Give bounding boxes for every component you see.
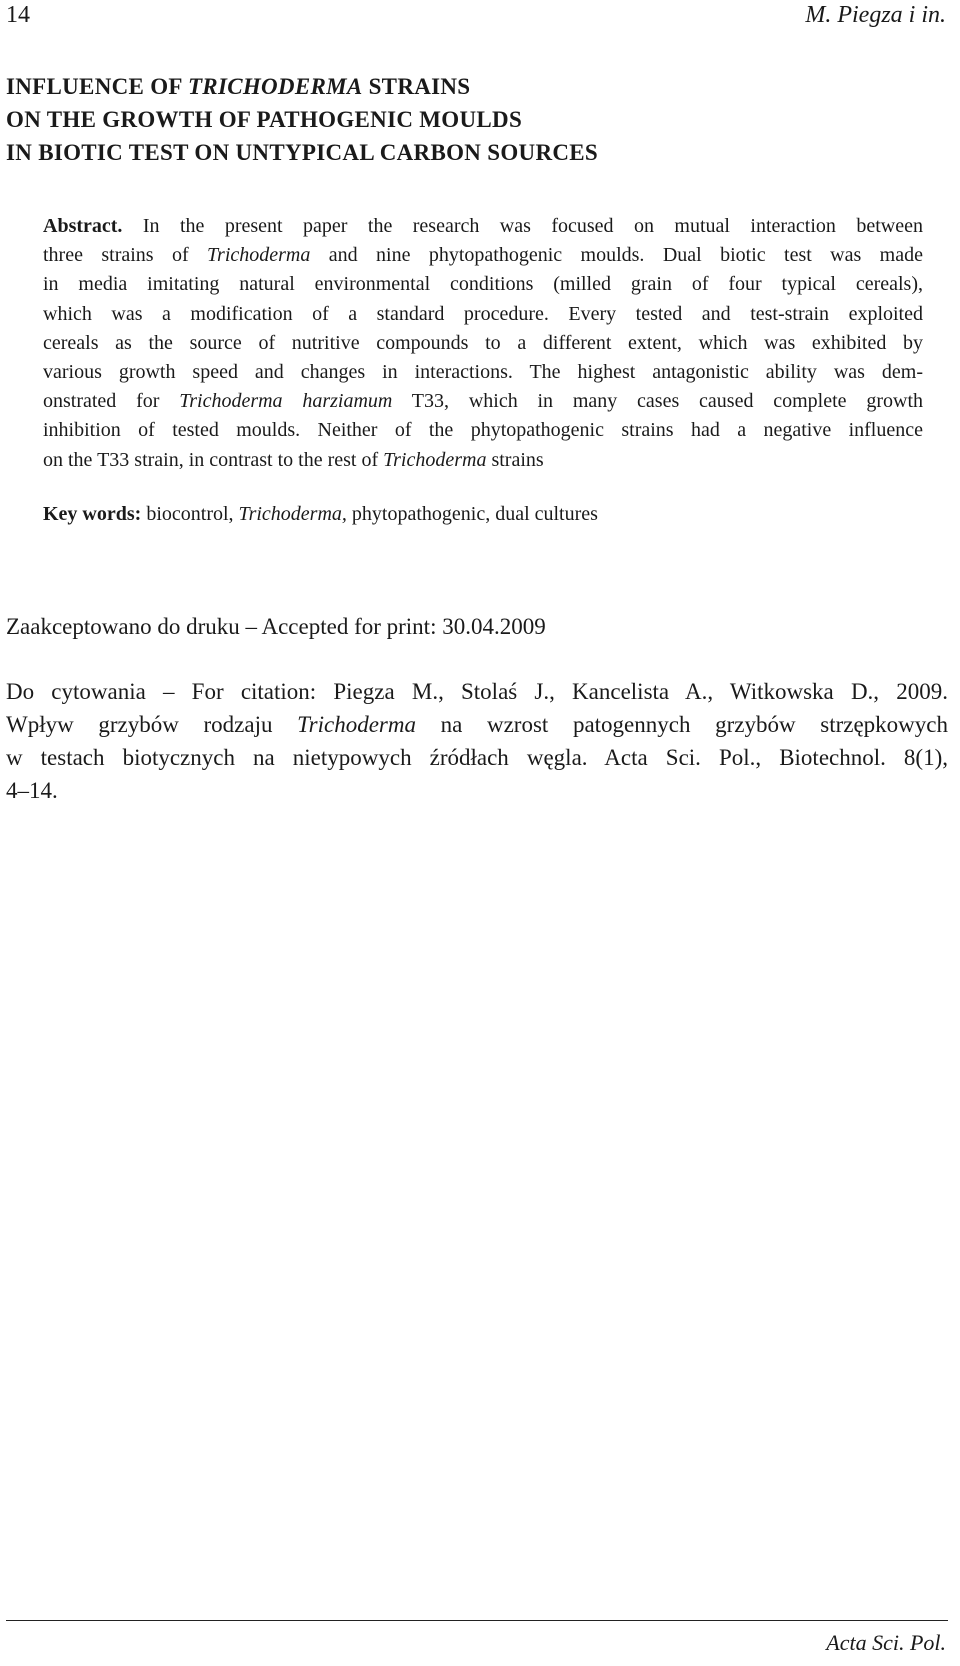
abstract-text: onstrated for — [43, 390, 180, 413]
keywords-text: phytopathogenic, dual cultures — [346, 503, 598, 525]
citation-text: na wzrost patogennych grzybów strzępkowych — [415, 712, 948, 737]
abstract-line: various growth speed and changes in interactions. The highest antagonistic ability was dem- — [43, 361, 923, 384]
abstract-species: Trichoderma harziamum — [179, 390, 393, 413]
title-line-2: ON THE GROWTH OF PATHOGENIC MOULDS — [6, 107, 523, 132]
title-line-1 — [6, 70, 946, 103]
abstract-text: T33, which in many cases caused complete growth — [392, 390, 923, 413]
citation-line: Do cytowania – For citation: Piegza M., Stolaś J., Kancelista A., Witkowska D., 2009. — [6, 679, 948, 704]
page-number: 14 — [6, 2, 30, 28]
footer-rule — [6, 1620, 948, 1621]
accepted-date: Zaakceptowano do druku – Accepted for print: 30.04.2009 — [6, 614, 546, 639]
title-line-3: IN BIOTIC TEST ON UNTYPICAL CARBON SOURCES — [6, 140, 599, 165]
abstract-line: cereals as the source of nutritive compounds to a different extent, which was exhibited by — [43, 331, 923, 354]
abstract-line — [43, 212, 923, 241]
citation-genus: Trichoderma — [297, 712, 416, 737]
abstract-text: on the T33 strain, in contrast to the rest of — [43, 448, 384, 471]
citation-line: w testach biotycznych na nietypowych źródłach węgla. Acta Sci. Pol., Biotechnol. 8(1), — [6, 745, 948, 770]
abstract-text: strains — [486, 448, 544, 471]
abstract-line: which was a modification of a standard procedure. Every tested and test-strain exploited — [43, 302, 923, 325]
abstract-label: Abstract. — [43, 215, 123, 237]
abstract-genus: Trichoderma — [207, 244, 311, 267]
article-title — [6, 70, 946, 169]
abstract-text: three strains of — [43, 244, 208, 267]
abstract-line: inhibition of tested moulds. Neither of the phytopathogenic strains had a negative influence — [43, 419, 923, 442]
abstract — [43, 212, 923, 475]
abstract-line — [43, 446, 923, 475]
abstract-text: and nine phytopathogenic moulds. Dual biotic test was made — [310, 244, 923, 267]
keywords-text: biocontrol, — [141, 503, 239, 525]
title-genus: TRICHODERMA — [187, 74, 363, 99]
abstract-genus: Trichoderma — [383, 448, 487, 471]
abstract-line: in media imitating natural environmental conditions (milled grain of four typical cereals), — [43, 273, 923, 296]
abstract-line — [43, 241, 923, 270]
citation-line: 4–14. — [6, 778, 58, 803]
citation — [6, 675, 948, 807]
keywords-genus: Trichoderma, — [238, 503, 347, 525]
title-text: INFLUENCE OF — [6, 74, 188, 99]
citation-text: Wpływ grzybów rodzaju — [6, 712, 298, 737]
keywords-label: Key words: — [43, 503, 142, 525]
citation-line — [6, 708, 948, 741]
abstract-line — [43, 387, 923, 416]
title-text: STRAINS — [362, 74, 471, 99]
abstract-text: In the present paper the research was focused on mutual interaction between — [122, 215, 923, 237]
running-head: M. Piegza i in. — [805, 2, 946, 28]
footer-journal: Acta Sci. Pol. — [826, 1630, 946, 1655]
keywords — [43, 503, 598, 526]
